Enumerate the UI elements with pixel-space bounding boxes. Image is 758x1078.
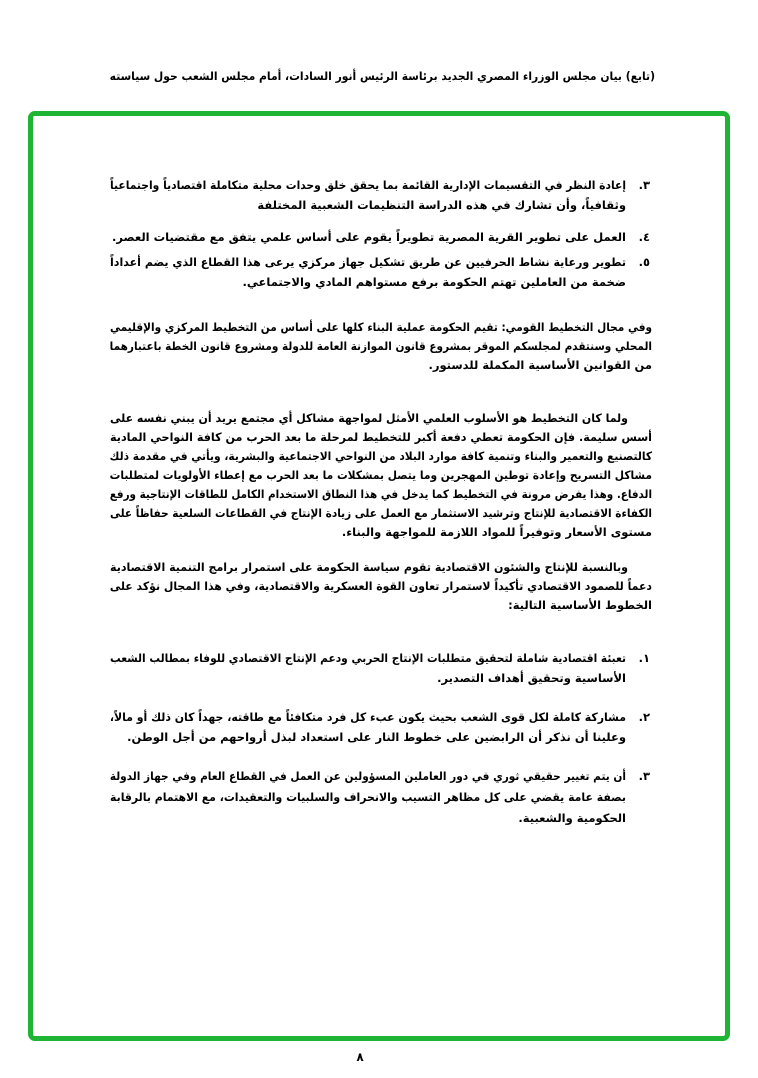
list-item-line: وعلينا أن نذكر أن الرابضين على خطوط النار على استعداد لبذل أرواحهم من أجل الوطن. <box>127 730 626 744</box>
list-item-number: ٥. <box>638 255 650 269</box>
list-item-number: ١. <box>638 651 650 665</box>
list-item-line: وثقافياً، وأن تشارك في هذه الدراسة التنظيمات الشعبية المختلفة <box>257 198 626 212</box>
paragraph-line: مشاكل التسريح وإعادة توطين المهجرين وما يتصل بمشكلات ما بعد الحرب مع إعطاء الأولويات لمتطلبات <box>109 468 652 482</box>
list-item-line: ضخمة من العاملين تهتم الحكومة برفع مستواهم المادي والاجتماعي. <box>242 275 626 289</box>
list-item-line: العمل على تطوير القرية المصرية تطويراً يقوم على أساس علمي يتفق مع مقتضيات العصر. <box>111 230 626 244</box>
list-item-line: إعادة النظر في التقسيمات الإدارية القائمة بما يحقق خلق وحدات محلية متكاملة اقتصادياً واجتماعياً <box>110 178 626 192</box>
paragraph-line: وفي مجال التخطيط القومي: تقيم الحكومة عملية البناء كلها على أساس من التخطيط المركزي والإقليمي <box>110 320 652 334</box>
page-number: ٨ <box>356 1050 364 1064</box>
list-item-line: تعبئة اقتصادية شاملة لتحقيق متطلبات الإنتاج الحربي ودعم الإنتاج الاقتصادي للوفاء بمطالب الشعب <box>110 651 626 665</box>
list-item-number: ٤. <box>638 230 650 244</box>
list-item-line: أن يتم تغيير حقيقي ثوري في دور العاملين المسؤولين عن العمل في القطاع العام وفي جهاز الدولة <box>109 769 626 783</box>
paragraph-line: المحلي وسنتقدم لمجلسكم الموقر بمشروع قانون الموازنة العامة للدولة ومشروع قانون الخطة باعتبارهما <box>109 339 652 353</box>
page-header-title: (تابع) بيان مجلس الوزراء المصري الجديد برئاسة الرئيس أنور السادات، أمام مجلس الشعب حول سياسته <box>109 69 656 83</box>
paragraph-line: ولما كان التخطيط هو الأسلوب العلمي الأمثل لمواجهة مشاكل أي مجتمع يريد أن يبني نفسه على <box>110 411 628 425</box>
paragraph-line: الخطوط الأساسية التالية: <box>508 598 652 612</box>
paragraph-line: مستوى الأسعار وتوفيراً للمواد اللازمة للمواجهة والبناء. <box>341 525 652 539</box>
paragraph-line: الكفاءة الاقتصادية للإنتاج وترشيد الاستثمار مع العمل على زيادة الإنتاج في القطاعات السلعية حفاظاً على <box>110 506 652 520</box>
paragraph-line: وبالنسبة للإنتاج والشئون الاقتصادية تقوم سياسة الحكومة على استمرار برامج التنمية الاقتصادية <box>110 560 628 574</box>
paragraph-line: أسس سليمة. فإن الحكومة تعطي دفعة أكبر للتخطيط لمرحلة ما بعد الحرب من كافة النواحي المادية <box>110 430 652 444</box>
paragraph-line: كالتصنيع والتعمير والبناء وتنمية كافة موارد البلاد من النواحي الاجتماعية والبشرية، ويأتي في مقدمة ذلك <box>109 449 652 463</box>
paragraph-line: الدفاع. وهذا يفرض مرونة في التخطيط كما يدخل في هذا النطاق الاستخدام الكامل للطاقات الإنتاجية ورفع <box>109 487 652 501</box>
list-item-number: ٣. <box>638 769 650 783</box>
paragraph-line: من القوانين الأساسية المكملة للدستور. <box>428 358 652 372</box>
list-item-line: مشاركة كاملة لكل قوى الشعب بحيث يكون عبء كل فرد متكافئاً مع طاقته، جهداً كان ذلك أو مالاً، <box>109 710 626 724</box>
list-item-number: ٣. <box>638 178 650 192</box>
list-item-line: الأساسية وتحقيق أهداف التصدير. <box>437 671 626 685</box>
list-item-line: بصفة عامة يقضي على كل مظاهر التسيب والانحراف والسلبيات والتعقيدات، مع الاهتمام بالرقابة <box>110 790 626 804</box>
paragraph-line: دعماً للصمود الاقتصادي تأكيداً لاستمرار تعاون القوة العسكرية والاقتصادية، وفي هذا المجال نؤكد على <box>109 579 653 593</box>
list-item-line: الحكومية والشعبية. <box>518 811 626 825</box>
list-item-line: تطوير ورعاية نشاط الحرفيين عن طريق تشكيل جهاز مركزي يرعى هذا القطاع الذي يضم أعداداً <box>110 255 626 269</box>
list-item-number: ٢. <box>638 710 650 724</box>
